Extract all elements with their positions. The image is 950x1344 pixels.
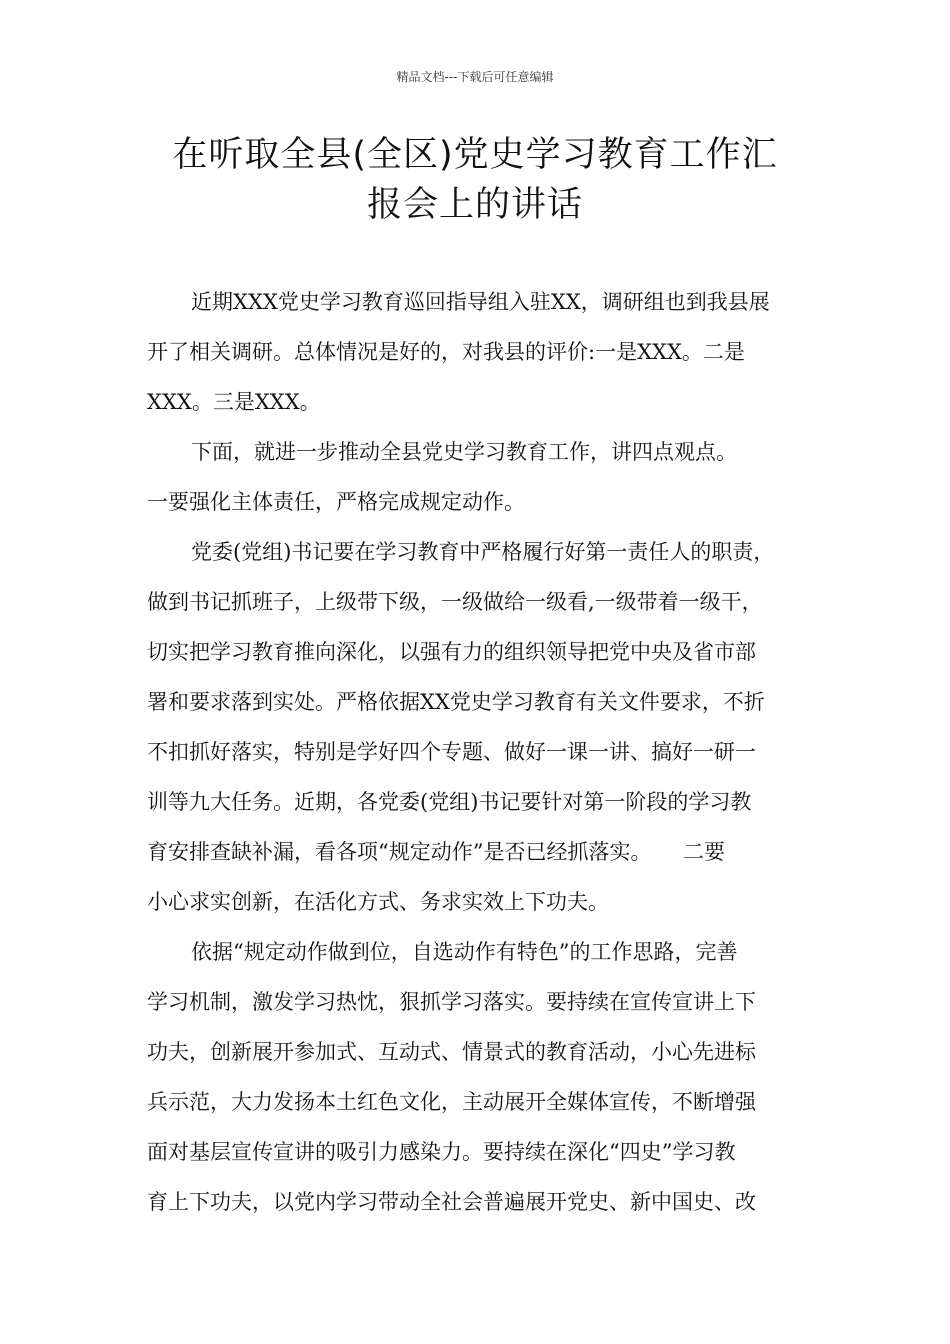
body-line: 育上下功夫，以党内学习带动全社会普遍展开党史、新中国史、改: [147, 1190, 756, 1214]
body-line: 功夫，创新展开参加式、互动式、情景式的教育活动，小心先进标: [147, 1040, 756, 1064]
body-line: 近期XXX党史学习教育巡回指导组入驻XX，调研组也到我县展: [191, 290, 770, 314]
body-line: 开了相关调研。总体情况是好的，对我县的评价:一是XXX。二是: [147, 340, 745, 364]
body-line: 学习机制，激发学习热忱，狠抓学习落实。要持续在宣传宣讲上下: [147, 990, 756, 1014]
document-body: [147, 277, 812, 1227]
body-line: 做到书记抓班子，上级带下级，一级做给一级看,一级带着一级干，: [147, 590, 763, 614]
body-line: 切实把学习教育推向深化，以强有力的组织领导把党中央及省市部: [147, 640, 756, 664]
body-line: 面对基层宣传宣讲的吸引力感染力。要持续在深化“四史”学习教: [147, 1140, 736, 1164]
document-title: [100, 130, 850, 230]
body-line: 小心求实创新，在活化方式、务求实效上下功夫。: [147, 890, 609, 914]
title-line-1: 在听取全县(全区)党史学习教育工作汇: [172, 135, 778, 175]
body-line: 训等九大任务。近期，各党委(党组)书记要针对第一阶段的学习教: [147, 790, 752, 814]
body-line: 署和要求落到实处。严格依据XX党史学习教育有关文件要求，不折: [147, 690, 765, 714]
body-line: 下面，就进一步推动全县党史学习教育工作，讲四点观点。: [191, 440, 737, 464]
body-line: 依据“规定动作做到位，自选动作有特色”的工作思路，完善: [191, 940, 738, 964]
body-line: 育安排查缺补漏，看各项“规定动作”是否已经抓落实。 二要: [147, 840, 725, 864]
header-note: 精品文档---下载后可任意编辑: [396, 70, 554, 84]
body-line: 一要强化主体责任，严格完成规定动作。: [147, 490, 525, 514]
body-line: 不扣抓好落实，特别是学好四个专题、做好一课一讲、搞好一研一: [147, 740, 756, 764]
body-line: XXX。三是XXX。: [147, 390, 321, 414]
body-line: 兵示范，大力发扬本土红色文化，主动展开全媒体宣传，不断增强: [147, 1090, 756, 1114]
body-line: 党委(党组)书记要在学习教育中严格履行好第一责任人的职责，: [191, 540, 775, 564]
title-line-2: 报会上的讲话: [366, 185, 583, 225]
